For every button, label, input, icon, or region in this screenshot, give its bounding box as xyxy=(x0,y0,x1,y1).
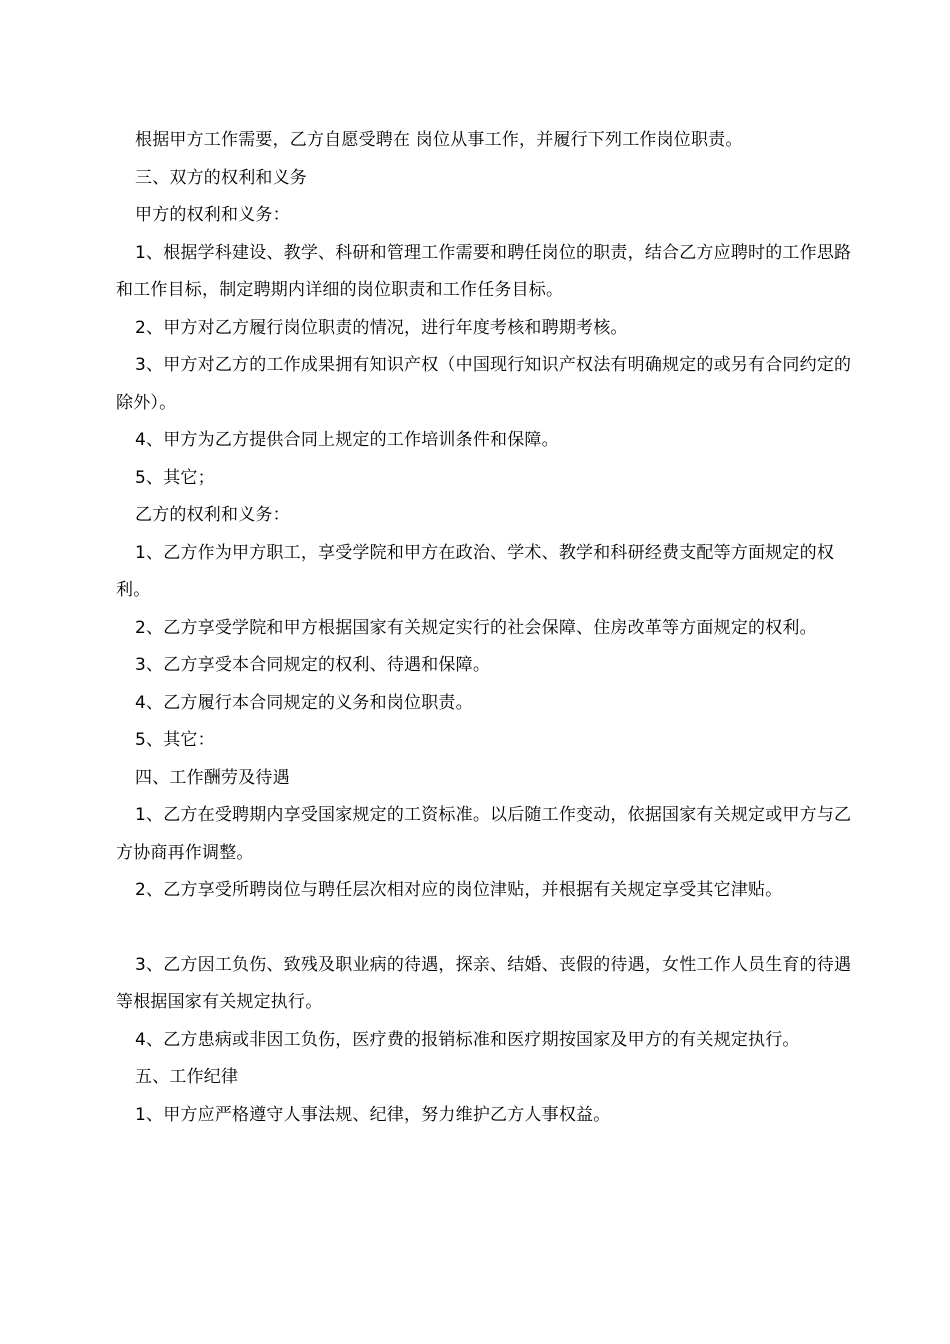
paragraph-compensation-item-1: 1、乙方在受聘期内享受国家规定的工资标准。以后随工作变动，依据国家有关规定或甲方与乙方协商再作调整。 xyxy=(116,805,852,863)
paragraph-compensation-item-2: 2、乙方享受所聘岗位与聘任层次相对应的岗位津贴，并根据有关规定享受其它津贴。 xyxy=(135,880,783,900)
paragraph-party-b-item-1: 1、乙方作为甲方职工，享受学院和甲方在政治、学术、教学和科研经费支配等方面规定的权利。 xyxy=(116,542,835,600)
subheading-party-b-rights: 乙方的权利和义务： xyxy=(135,505,290,525)
section-heading-work-discipline: 五、工作纪律 xyxy=(135,1067,239,1087)
paragraph-discipline-item-1: 1、甲方应严格遵守人事法规、纪律，努力维护乙方人事权益。 xyxy=(135,1104,611,1125)
paragraph-compensation-item-3: 3、乙方因工负伤、致残及职业病的待遇，探亲、结婚、丧假的待遇，女性工作人员生育的待遇等根据国家有关规定执行。 xyxy=(116,954,852,1012)
paragraph-party-b-item-3: 3、乙方享受本合同规定的权利、待遇和保障。 xyxy=(135,655,491,675)
paragraph-party-a-item-1: 1、根据学科建设、教学、科研和管理工作需要和聘任岗位的职责，结合乙方应聘时的工作思路和工作目标，制定聘期内详细的岗位职责和工作任务目标。 xyxy=(116,242,852,300)
paragraph-party-a-item-3: 3、甲方对乙方的工作成果拥有知识产权（中国现行知识产权法有明确规定的或另有合同约定的除外）。 xyxy=(116,355,852,413)
paragraph-party-a-item-5: 5、其它； xyxy=(135,467,215,488)
section-heading-compensation: 四、工作酬劳及待遇 xyxy=(135,767,290,788)
paragraph-party-b-item-4: 4、乙方履行本合同规定的义务和岗位职责。 xyxy=(135,692,473,713)
paragraph-job-duties: 根据甲方工作需要，乙方自愿受聘在 岗位从事工作，并履行下列工作岗位职责。 xyxy=(135,130,743,150)
blank-line xyxy=(116,910,856,947)
paragraph-party-b-item-5: 5、其它： xyxy=(135,730,215,750)
paragraph-party-a-item-2: 2、甲方对乙方履行岗位职责的情况，进行年度考核和聘期考核。 xyxy=(135,317,628,338)
section-heading-rights-obligations: 三、双方的权利和义务 xyxy=(135,167,307,188)
document-body xyxy=(116,122,856,1134)
paragraph-party-b-item-2: 2、乙方享受学院和甲方根据国家有关规定实行的社会保障、住房改革等方面规定的权利。 xyxy=(135,617,817,638)
paragraph-compensation-item-4: 4、乙方患病或非因工负伤，医疗费的报销标准和医疗期按国家及甲方的有关规定执行。 xyxy=(135,1029,800,1050)
subheading-party-a-rights: 甲方的权利和义务： xyxy=(135,205,290,225)
paragraph-party-a-item-4: 4、甲方为乙方提供合同上规定的工作培训条件和保障。 xyxy=(135,430,559,450)
